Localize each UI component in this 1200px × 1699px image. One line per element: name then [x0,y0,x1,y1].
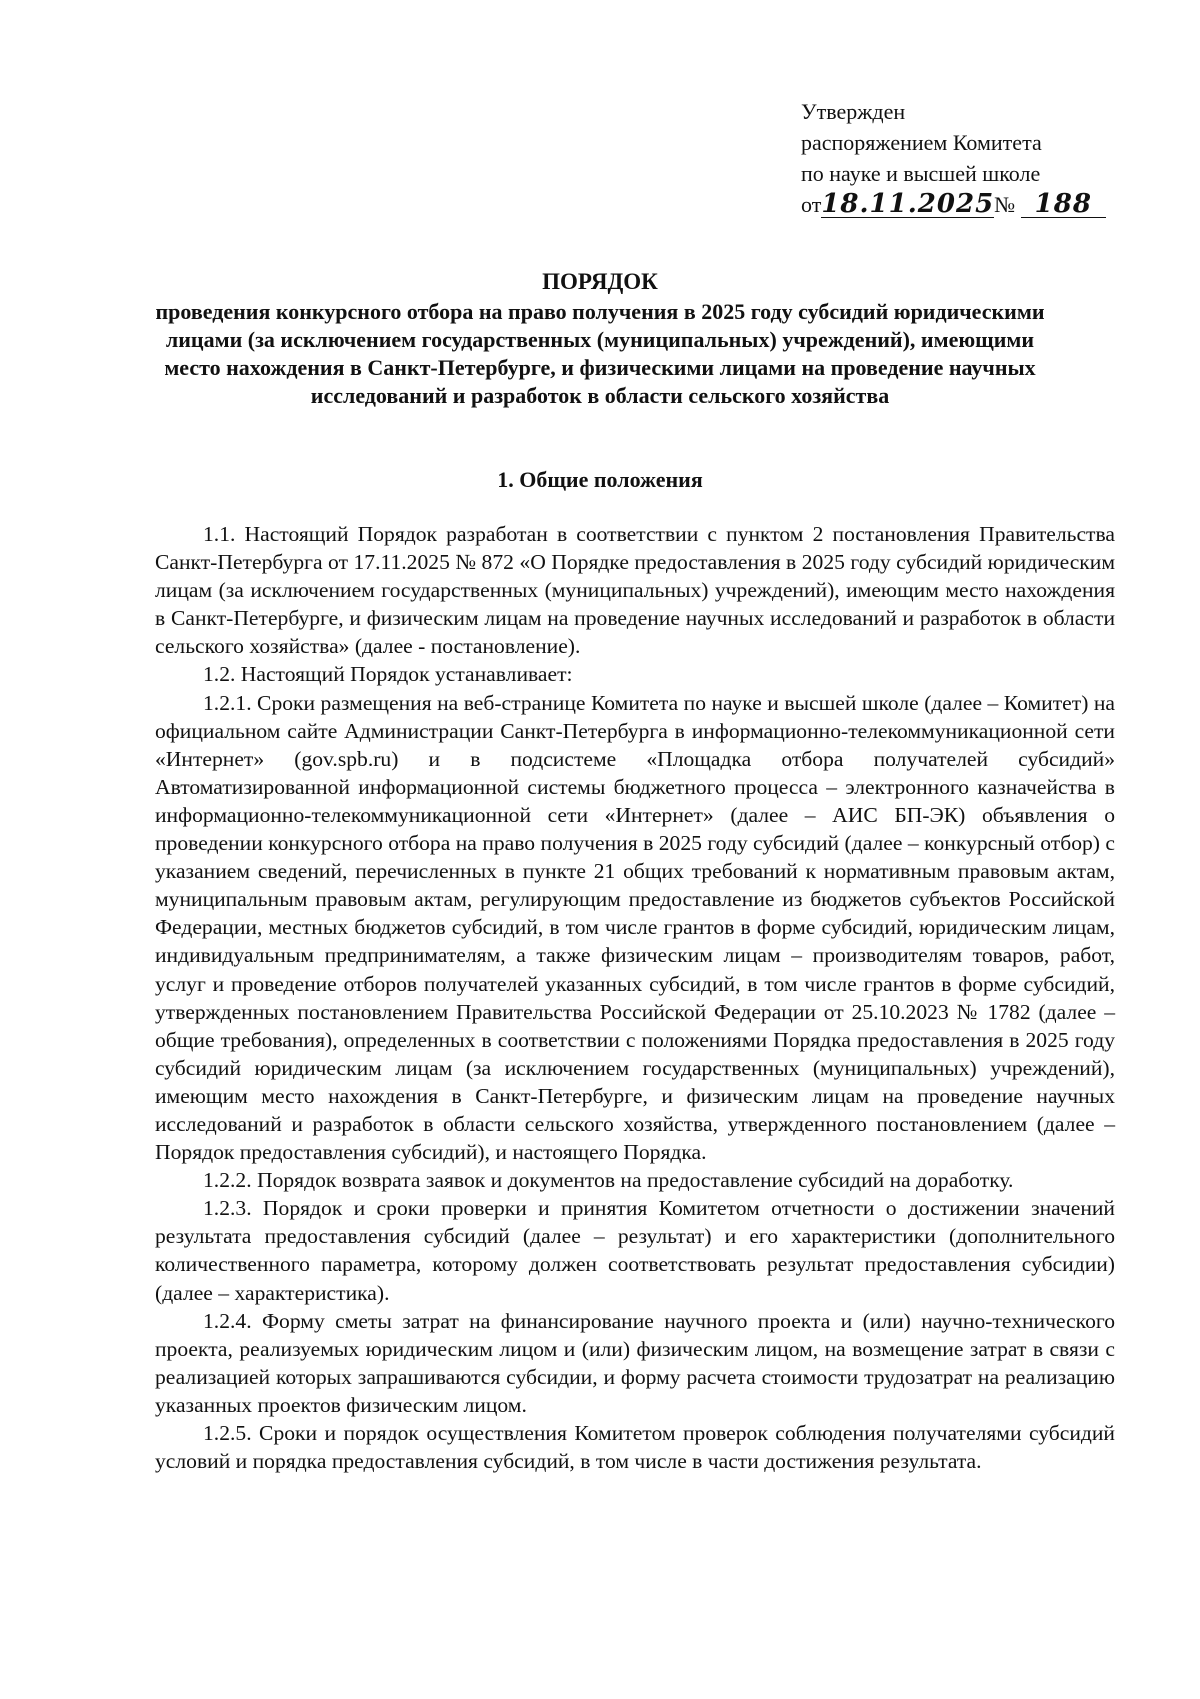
number-sign: № [994,192,1016,217]
paragraph-1-2-3: 1.2.3. Порядок и сроки проверки и принятия Комитетом отчетности о достижении значений результата предоставления субсидий (далее – результат) и его характеристики (дополнительного количественного параметра, которому должен соответствовать результат предоставления субсидии) (далее – характеристика). [155,1196,1115,1305]
approval-block [801,96,1131,220]
handwritten-date: 18.11.2025 [821,189,995,219]
paragraph-1-2-2: 1.2.2. Порядок возврата заявок и документов на предоставление субсидий на доработку. [203,1168,1014,1193]
document-body [155,520,1115,1475]
approval-line-approved: Утвержден [801,99,906,124]
paragraph-1-2: 1.2. Настоящий Порядок устанавливает: [203,662,573,687]
section-heading: 1. Общие положения [497,467,703,492]
paragraph-1-2-4: 1.2.4. Форму сметы затрат на финансирование научного проекта и (или) научно-технического проекта, реализуемых юридическим лицом и (или) физическим лицом, на возмещение затрат в связи с реализацией которых запрашиваются субсидии, и форму расчета стоимости трудозатрат на реализацию указанных проектов физическим лицом. [155,1308,1115,1417]
approval-line-committee: по науке и высшей школе [801,161,1041,186]
document-title: ПОРЯДОК [542,269,658,294]
document-subtitle: проведения конкурсного отбора на право получения в 2025 году субсидий юридическими лицами (за исключением государственных (муниципальных) учреждений), имеющими место нахождения в Санкт-Петербурге, и физическими лицами на проведение научных исследований и разработок в области сельского хозяйства [155,299,1045,408]
paragraph-1-1: 1.1. Настоящий Порядок разработан в соответствии с пунктом 2 постановления Правительства Санкт-Петербурга от 17.11.2025 № 872 «О Порядке предоставления в 2025 году субсидий юридическим лицам (за исключением государственных (муниципальных) учреждений), имеющим место нахождения в Санкт-Петербурге, и физическим лицам на проведение научных исследований и разработок в области сельского хозяйства» (далее - постановление). [155,522,1115,659]
paragraph-1-2-5: 1.2.5. Сроки и порядок осуществления Комитетом проверок соблюдения получателями субсидий условий и порядка предоставления субсидий, в том числе в части достижения результата. [155,1421,1115,1474]
approval-date-line [801,189,1131,220]
paragraph-1-2-1: 1.2.1. Сроки размещения на веб-странице Комитета по науке и высшей школе (далее – Комитет) на официальном сайте Администрации Санкт-Петербурга в информационно-телекоммуникационной сети «Интернет» (gov.spb.ru) и в подсистеме «Площадка отбора получателей субсидий» Автоматизированной информационной системы бюджетного процесса – электронного казначейства в информационно-телекоммуникационной сети «Интернет» (далее – АИС БП-ЭК) объявления о проведении конкурсного отбора на право получения в 2025 году субсидий (далее – конкурсный отбор) с указанием сведений, перечисленных в пункте 21 общих требований к нормативным правовым актам, муниципальным правовым актам, регулирующим предоставление из бюджетов субъектов Российской Федерации, местных бюджетов субсидий, в том числе грантов в форме субсидий, юридическим лицам, индивидуальным предпринимателям, а также физическим лицам – производителям товаров, работ, услуг и проведение отборов получателей указанных субсидий, в том числе грантов в форме субсидий, утвержденных постановлением Правительства Российской Федерации от 25.10.2023 № 1782 (далее – общие требования), определенных в соответствии с положениями Порядка предоставления в 2025 году субсидий юридическим лицам (за исключением государственных (муниципальных) учреждений), имеющим место нахождения в Санкт-Петербурге, и физическим лицам на проведение научных исследований и разработок в области сельского хозяйства, утвержденного постановлением (далее – Порядок предоставления субсидий), и настоящего Порядка. [155,690,1115,1165]
approval-line-order: распоряжением Комитета [801,130,1042,155]
date-prefix: от [801,192,822,217]
handwritten-number: 188 [1021,191,1106,218]
